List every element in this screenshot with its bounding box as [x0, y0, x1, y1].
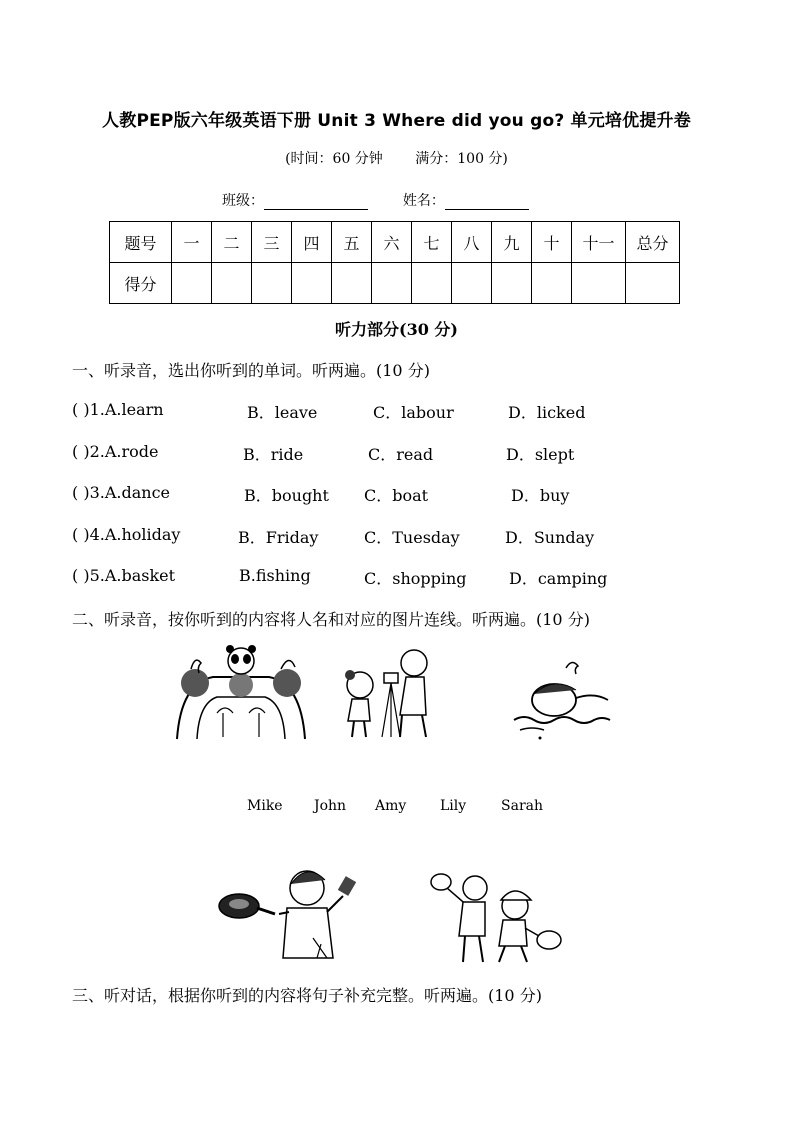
score-cell[interactable]	[172, 263, 212, 304]
q3-num[interactable]: ( )3.A.dance	[72, 483, 170, 502]
row-label-number: 题号	[110, 222, 172, 263]
col-5: 五	[332, 222, 372, 263]
q4-option-b[interactable]: B．Friday	[238, 528, 319, 547]
q3-option-c[interactable]: C．boat	[364, 486, 429, 505]
col-8: 八	[452, 222, 492, 263]
col-10: 十	[532, 222, 572, 263]
col-total: 总分	[626, 222, 680, 263]
score-cell[interactable]	[252, 263, 292, 304]
score-cell[interactable]	[572, 263, 626, 304]
part3-instruction: 三、听对话，根据你听到的内容将句子补充完整。听两遍。(10 分)	[72, 986, 542, 1005]
name-amy[interactable]: Amy	[375, 798, 407, 814]
zoo-gate-picture	[173, 643, 309, 741]
time-limit: (时间：60 分钟	[285, 151, 383, 167]
score-cell[interactable]	[292, 263, 332, 304]
q2-option-b[interactable]: B．ride	[243, 445, 304, 464]
score-cell[interactable]	[626, 263, 680, 304]
class-blank[interactable]	[264, 195, 368, 210]
col-11: 十一	[572, 222, 626, 263]
page-title: 人教PEP版六年级英语下册 Unit 3 Where did you go? 单元培优提升卷	[102, 111, 691, 131]
q5-option-c[interactable]: C．shopping	[364, 569, 467, 588]
q1-option-c[interactable]: C．labour	[373, 403, 454, 422]
score-table	[109, 221, 680, 304]
name-lily[interactable]: Lily	[440, 798, 467, 814]
swimming-picture	[510, 658, 616, 740]
score-cell[interactable]	[212, 263, 252, 304]
q2-option-d[interactable]: D．slept	[506, 445, 575, 464]
q2-option-c[interactable]: C．read	[368, 445, 434, 464]
col-1: 一	[172, 222, 212, 263]
part2-instruction: 二、听录音，按你听到的内容将人名和对应的图片连线。听两遍。(10 分)	[72, 610, 590, 629]
score-cell[interactable]	[532, 263, 572, 304]
name-blank[interactable]	[445, 195, 529, 210]
q2-num[interactable]: ( )2.A.rode	[72, 442, 159, 461]
score-cell[interactable]	[412, 263, 452, 304]
part1-instruction: 一、听录音，选出你听到的单词。听两遍。(10 分)	[72, 361, 430, 380]
student-info	[222, 190, 529, 210]
col-7: 七	[412, 222, 452, 263]
full-score: 满分：100 分)	[415, 151, 508, 167]
exam-info	[0, 148, 793, 168]
col-3: 三	[252, 222, 292, 263]
q4-option-c[interactable]: C．Tuesday	[364, 528, 460, 547]
score-cell[interactable]	[372, 263, 412, 304]
name-sarah[interactable]: Sarah	[501, 798, 543, 814]
row-label-score: 得分	[110, 263, 172, 304]
score-table-score-row	[110, 263, 680, 304]
score-cell[interactable]	[492, 263, 532, 304]
col-2: 二	[212, 222, 252, 263]
col-4: 四	[292, 222, 332, 263]
class-label: 班级：	[222, 193, 264, 209]
taking-photos-picture	[336, 645, 438, 741]
name-label: 姓名：	[402, 193, 445, 209]
name-mike[interactable]: Mike	[247, 798, 283, 814]
q5-num[interactable]: ( )5.A.basket	[72, 566, 176, 585]
q1-option-d[interactable]: D．licked	[508, 403, 586, 422]
cooking-picture	[217, 866, 363, 962]
butterfly-catching-picture	[429, 870, 563, 966]
q1-num[interactable]: ( )1.A.learn	[72, 400, 164, 419]
q3-option-d[interactable]: D．buy	[511, 486, 570, 505]
score-cell[interactable]	[332, 263, 372, 304]
listening-heading: 听力部分(30 分)	[335, 320, 458, 339]
q3-option-b[interactable]: B．bought	[244, 486, 329, 505]
q5-option-b[interactable]: B.fishing	[239, 566, 311, 585]
col-9: 九	[492, 222, 532, 263]
score-table-header-row	[110, 222, 680, 263]
q1-option-b[interactable]: B．leave	[247, 403, 318, 422]
name-john[interactable]: John	[314, 798, 347, 814]
q4-num[interactable]: ( )4.A.holiday	[72, 525, 181, 544]
score-cell[interactable]	[452, 263, 492, 304]
col-6: 六	[372, 222, 412, 263]
q5-option-d[interactable]: D．camping	[509, 569, 608, 588]
q4-option-d[interactable]: D．Sunday	[505, 528, 595, 547]
